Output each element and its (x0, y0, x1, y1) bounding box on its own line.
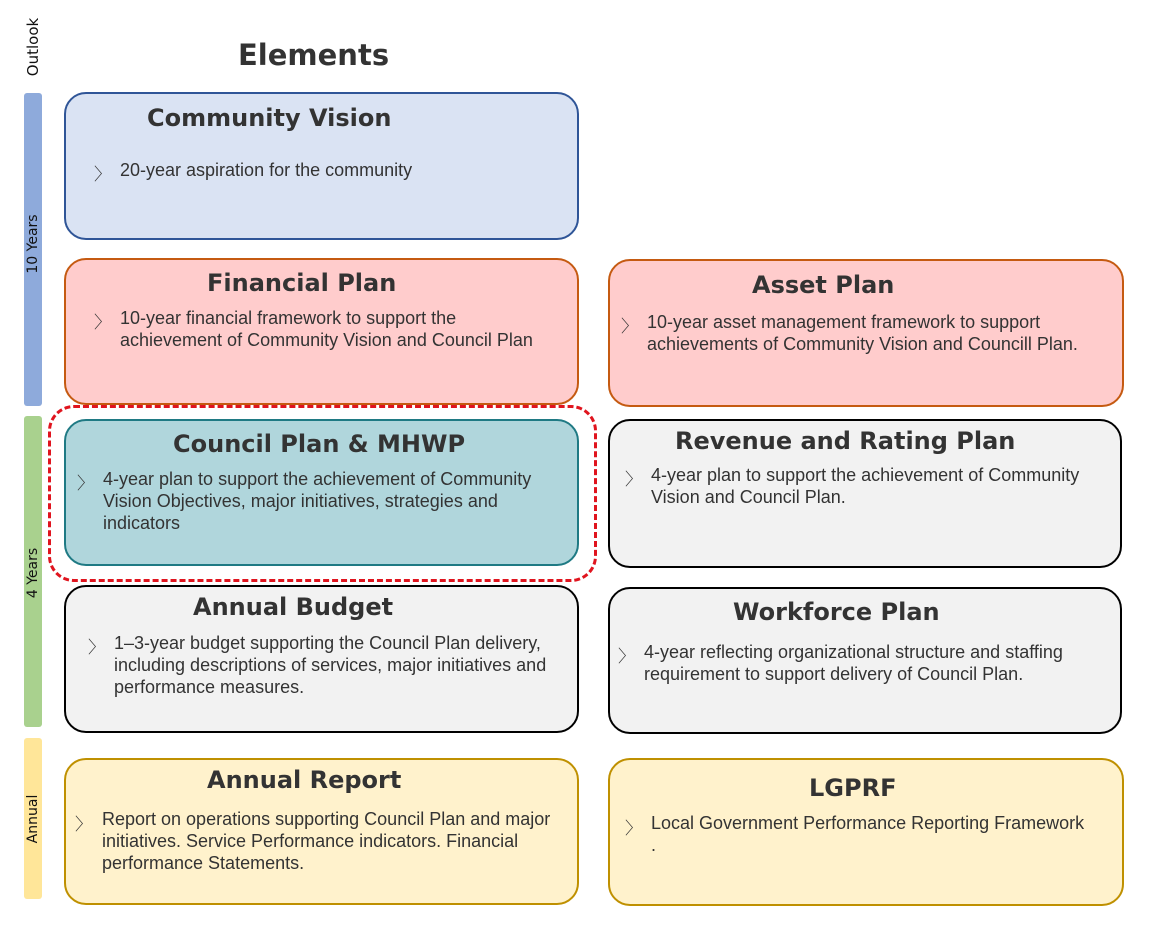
bullet-icon: 〉 (621, 317, 638, 336)
workforce-plan-box (608, 587, 1122, 734)
council-plan-highlight-outline (48, 405, 597, 582)
workforce-plan-description: 4-year reflecting organizational structure and staffing requirement to support delivery of Council Plan. (644, 642, 1063, 684)
outlook-axis-header: Outlook (24, 17, 42, 77)
bullet-icon: 〉 (88, 638, 105, 657)
outlook-label-4-years: 4 Years (25, 547, 41, 599)
bullet-icon: 〉 (625, 470, 642, 489)
bullet-icon: 〉 (94, 313, 111, 332)
lgprf-title: LGPRF (809, 774, 897, 802)
lgprf-box (608, 758, 1124, 906)
annual-budget-description: 1–3-year budget supporting the Council Plan delivery, including descriptions of services, major initiatives and performance measures. (114, 633, 547, 697)
bullet-icon: 〉 (94, 165, 111, 184)
outlook-label-10-years: 10 Years (25, 214, 41, 274)
annual-report-description: Report on operations supporting Council Plan and major initiatives. Service Performance indicators. Financial performance Statements. (102, 809, 551, 873)
lgprf-description: Local Government Performance Reporting Framework . (651, 813, 1085, 855)
asset-plan-box (608, 259, 1124, 407)
bullet-icon: 〉 (75, 815, 92, 834)
community-vision-description: 20-year aspiration for the community (120, 160, 413, 180)
asset-plan-description: 10-year asset management framework to support achievements of Community Vision and Councill Plan. (647, 312, 1078, 354)
revenue-rating-plan-box (608, 419, 1122, 568)
revenue-rating-plan-description: 4-year plan to support the achievement of Community Vision and Council Plan. (651, 465, 1080, 507)
elements-heading: Elements (238, 38, 390, 72)
annual-budget-box (64, 585, 579, 733)
bullet-icon: 〉 (77, 474, 94, 493)
financial-plan-box (64, 258, 579, 405)
community-vision-title: Community Vision (147, 104, 392, 132)
bullet-icon: 〉 (618, 647, 635, 666)
annual-report-title: Annual Report (207, 766, 402, 794)
annual-budget-title: Annual Budget (193, 593, 394, 621)
council-plan-description: 4-year plan to support the achievement of Community Vision Objectives, major initiatives, strategies and indicators (103, 469, 532, 533)
revenue-rating-plan-title: Revenue and Rating Plan (675, 427, 1016, 455)
financial-plan-description: 10-year financial framework to support the achievement of Community Vision and Council Plan (120, 308, 533, 350)
outlook-label-annual: Annual (25, 794, 41, 844)
financial-plan-title: Financial Plan (207, 269, 397, 297)
asset-plan-title: Asset Plan (752, 271, 895, 299)
annual-report-box (64, 758, 579, 905)
bullet-icon: 〉 (625, 819, 642, 838)
community-vision-box (64, 92, 579, 240)
workforce-plan-title: Workforce Plan (733, 598, 940, 626)
council-plan-title: Council Plan & MHWP (173, 430, 466, 458)
